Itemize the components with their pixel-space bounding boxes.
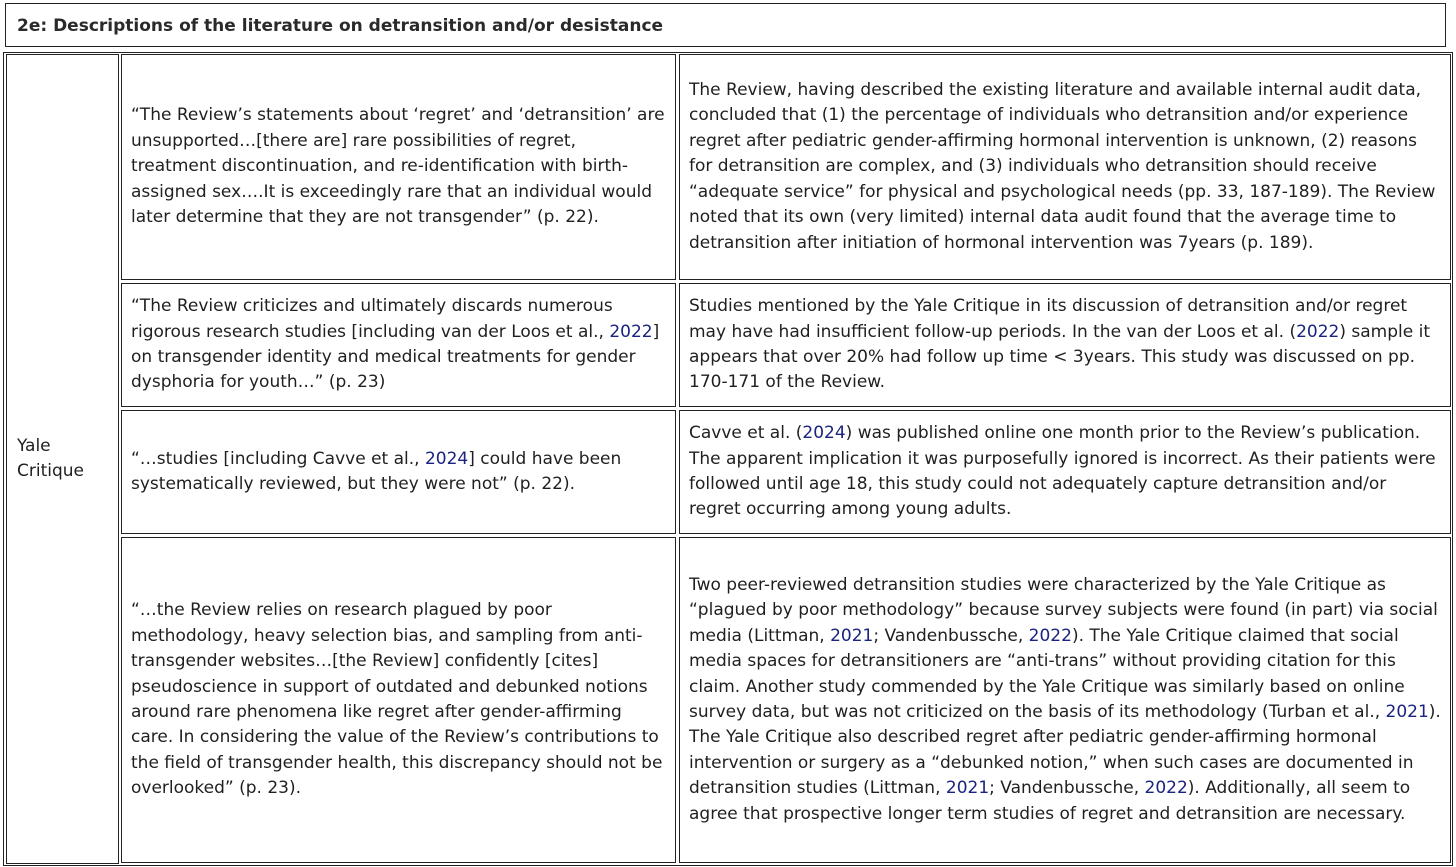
critique-quote	[131, 447, 666, 498]
text-segment: Studies mentioned by the Yale Critique in its discussion of detransition and/or regret may have had insufficient follow-up periods. In the van der Loos et al. (	[689, 296, 1408, 342]
quote-cell	[121, 537, 676, 863]
critique-quote	[131, 294, 666, 396]
comparison-table	[3, 52, 1453, 866]
quote-cell	[121, 410, 676, 534]
text-segment: ). Additionally, all seem to agree that prospective longer term studies of regret and detransition are necessary.	[689, 778, 1411, 824]
review-response	[689, 421, 1441, 523]
text-segment: ] could have been systematically reviewed, but they were not” (p. 22).	[131, 448, 622, 494]
critique-quote	[131, 103, 666, 230]
response-cell	[679, 54, 1451, 280]
review-response	[689, 78, 1441, 256]
response-cell	[679, 410, 1451, 534]
response-cell	[679, 283, 1451, 407]
quote-cell	[121, 283, 676, 407]
citation-link[interactable]: 2022	[1296, 321, 1340, 342]
citation-link[interactable]: 2022	[1028, 625, 1072, 646]
citation-link[interactable]: 2024	[424, 448, 469, 469]
citation-link[interactable]: 2022	[609, 321, 653, 342]
text-segment: “The Review’s statements about ‘regret’ and ‘detransition’ are unsupported…[there are] rare possibilities of regret, treatment discontinuation, and re-identification with birth-assigned sex….It is exceedingly rare that an individual would later determine that they are not transgender” (p. 22).	[131, 105, 665, 228]
critique-quote	[131, 598, 666, 801]
review-response	[689, 294, 1441, 396]
citation-link[interactable]: 2021	[1385, 702, 1429, 722]
text-segment: ; Vandenbussche,	[873, 625, 1029, 646]
text-segment: ; Vandenbussche,	[989, 778, 1145, 799]
text-segment: ) sample it appears that over 20% had follow up time < 3years. This study was discussed on pp. 170-171 of the Review.	[689, 321, 1430, 393]
text-segment: Cavve et al. (	[689, 423, 803, 444]
text-segment: “The Review criticizes and ultimately discards numerous rigorous research studies [including van der Loos et al.,	[131, 296, 613, 342]
section-label: Yale Critique	[17, 435, 84, 481]
section-label-cell	[6, 54, 119, 864]
citation-link[interactable]: 2021	[830, 625, 874, 646]
text-segment: ) was published online one month prior to the Review’s publication. The apparent implication it was purposefully ignored is incorrect. As their patients were followed until age 18, this study could not adequately capture detransition and/or regret occurring among young adults.	[689, 423, 1436, 520]
text-segment: The Yale Critique also described regret after pediatric gender-affirming hormonal intervention or surgery as a “debunked notion,” when such cases are documented in detransition studies (Littman,	[689, 727, 1414, 799]
citation-link[interactable]: 2022	[1144, 778, 1188, 799]
text-segment: “…the Review relies on research plagued by poor methodology, heavy selection bias, and sampling from anti-transgender websites…[the Review] confidently [cites] pseudoscience in support of outdated and debunked notions around rare phenomena like regret after gender-affirming care. In considering the value of the Review’s contributions to the field of transgender health, this discrepancy should not be overlooked” (p. 23).	[131, 600, 663, 799]
text-segment: The Review, having described the existing literature and available internal audit data, concluded that (1) the percentage of individuals who detransition and/or experience regret after pediatric gender-affirming hormonal intervention is unknown, (2) reasons for detransition are complex, and (3) individuals who detransition should receive “adequate service” for physical and psychological needs (pp. 33, 187-189). The Review noted that its own (very limited) internal data audit found that the average time to detransition after initiation of hormonal intervention was 7years (p. 189).	[689, 80, 1436, 253]
citation-link[interactable]: 2024	[802, 423, 846, 444]
citation-link[interactable]: 2021	[945, 778, 990, 799]
response-cell	[679, 537, 1451, 863]
table-title: 2e: Descriptions of the literature on detransition and/or desistance	[5, 3, 1446, 47]
review-response	[689, 573, 1441, 827]
text-segment: ] on transgender identity and medical treatments for gender dysphoria for youth…” (p. 23)	[131, 321, 660, 393]
text-segment: ). The Yale Critique claimed that social media spaces for detransitioners are “anti-trans” without providing citation for this claim. Another study commended by the Yale Critique was similarly based on online survey data, but was not criticized on the basis of its methodology (Turban et al.,	[689, 625, 1405, 722]
text-segment: Two peer-reviewed detransition studies were characterized by the Yale Critique as “plagued by poor methodology” because survey subjects were found (in part) via social media (Littman,	[689, 574, 1438, 646]
text-segment: ).	[1428, 702, 1441, 722]
quote-cell	[121, 54, 676, 280]
text-segment: “…studies [including Cavve et al.,	[131, 448, 425, 469]
